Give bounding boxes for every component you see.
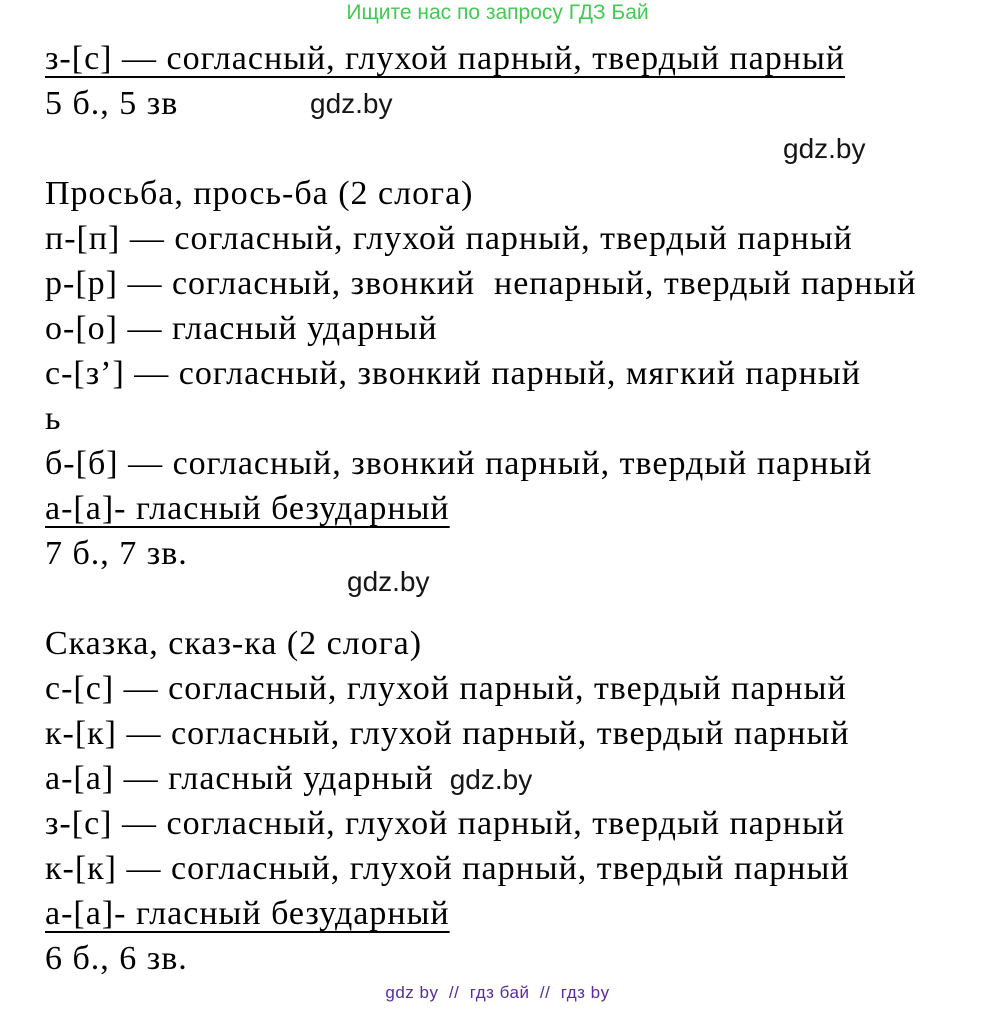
text-line (45, 846, 987, 891)
line-text: ь (45, 400, 62, 437)
gdz-watermark: gdz.by (347, 566, 430, 597)
gdz-watermark: gdz.by (449, 764, 533, 795)
text-line (45, 396, 987, 441)
text-line (45, 576, 987, 621)
line-text: к-[к] — согласный, глухой парный, твердый парный (45, 850, 850, 887)
text-line (45, 216, 987, 261)
text-line (45, 531, 987, 597)
line-text: Сказка, сказ-ка (2 слога) (45, 625, 423, 662)
text-line (45, 36, 987, 81)
text-line (45, 621, 987, 666)
line-text: а-[а] — гласный ударный (45, 760, 434, 797)
text-line (45, 711, 987, 756)
line-text: а-[а]- гласный безударный (45, 490, 450, 527)
text-line (45, 351, 987, 396)
line-text: р-[р] — согласный, звонкий непарный, твердый парный (45, 265, 917, 302)
line-text: о-[о] — гласный ударный (45, 310, 438, 347)
content-lines (45, 36, 987, 981)
line-text: з-[с] — согласный, глухой парный, твердый парный (45, 805, 846, 842)
text-line (45, 441, 987, 486)
line-text: Просьба, прось-ба (2 слога) (45, 175, 474, 212)
text-line (45, 486, 987, 531)
line-text: с-[с] — согласный, глухой парный, твердый парный (45, 670, 847, 707)
line-text: з-[с] — согласный, глухой парный, твердый парный (45, 40, 846, 77)
line-text: с-[з’] — согласный, звонкий парный, мягкий парный (45, 355, 861, 392)
text-line (45, 261, 987, 306)
line-text: 5 б., 5 зв (45, 85, 179, 122)
text-line (45, 306, 987, 351)
text-line (45, 891, 987, 936)
text-line (45, 801, 987, 846)
text-line (45, 666, 987, 711)
text-line (45, 126, 987, 171)
line-text: к-[к] — согласный, глухой парный, твердый парный (45, 715, 850, 752)
gdz-watermark: gdz.by (783, 133, 866, 164)
line-text: 7 б., 7 зв. (45, 535, 188, 572)
line-text: п-[п] — согласный, глухой парный, твердый парный (45, 220, 853, 257)
text-line (45, 756, 987, 801)
promo-header: Ищите нас по запросу ГДЗ Бай (346, 1, 649, 24)
gdz-watermark: gdz.by (310, 88, 393, 119)
text-line (45, 936, 987, 981)
line-text: 6 б., 6 зв. (45, 940, 188, 977)
text-line (45, 81, 987, 126)
footer-branding: gdz by // гдз бай // гдз by (385, 983, 610, 1002)
line-text: а-[а]- гласный безударный (45, 895, 450, 932)
text-line (45, 171, 987, 216)
line-text: б-[б] — согласный, звонкий парный, твердый парный (45, 445, 873, 482)
